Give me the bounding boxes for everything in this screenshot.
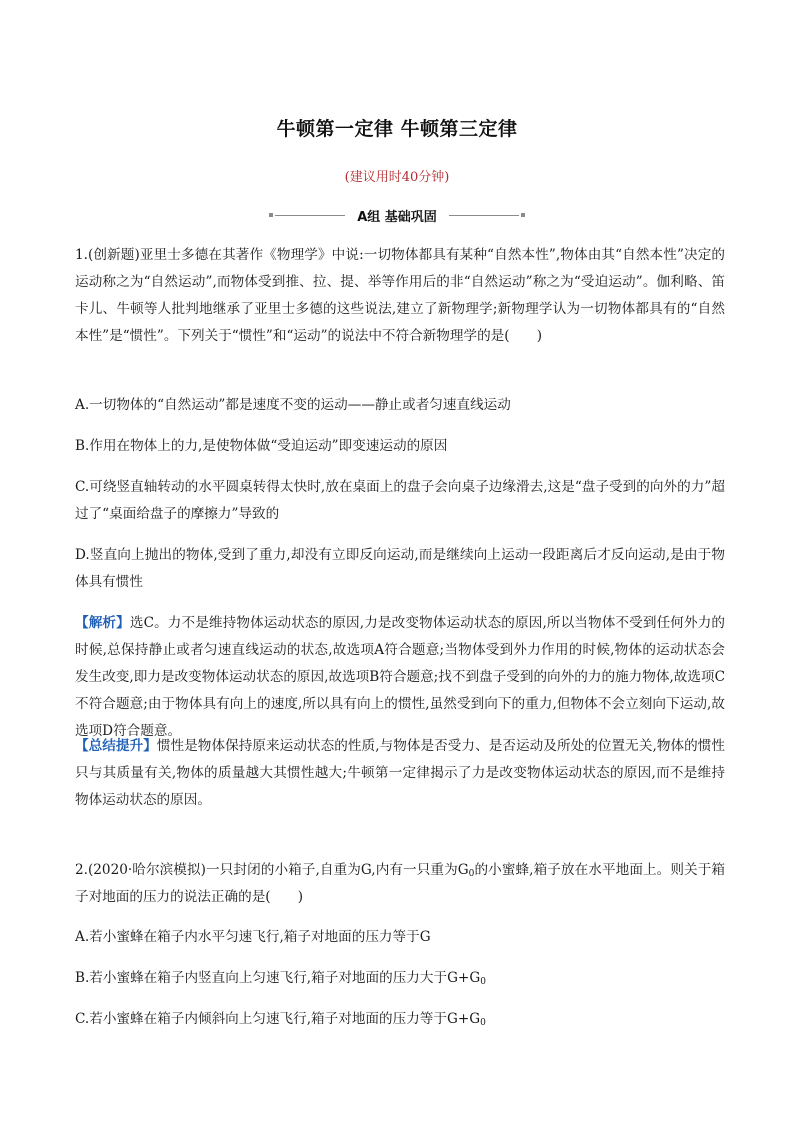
divider-dot-left: [269, 213, 273, 217]
section-label: A组 基础巩固: [357, 209, 437, 225]
question-2-option-c-text: C.若小蜜蜂在箱子内倾斜向上匀速飞行,箱子对地面的压力等于G+G: [75, 1011, 481, 1027]
question-1-option-a: A.一切物体的“自然运动”都是速度不变的运动——静止或者匀速直线运动: [75, 397, 511, 413]
divider-line-left: [275, 215, 345, 216]
question-1-option-c: C.可绕竖直轴转动的水平圆桌转得太快时,放在桌面上的盘子会向桌子边缘滑去,这是“盘子受到的向外的力”超过了“桌面给盘子的摩擦力”导致的: [75, 479, 725, 522]
question-2-stem-part-1: 2.(2020·哈尔滨模拟)一只封闭的小箱子,自重为G,内有一只重为G: [75, 862, 469, 878]
time-hint: (建议用时40分钟): [344, 170, 450, 185]
question-2-option-b-text: B.若小蜜蜂在箱子内竖直向上匀速飞行,箱子对地面的压力大于G+G: [75, 970, 481, 986]
question-2-stem-part-2: 的小蜜蜂,箱子放在水平地面上。则关于箱子对地面的压力的说法正确的是( ): [75, 862, 725, 905]
analysis-text: 选C。力不是维持物体运动状态的原因,力是改变物体运动状态的原因,所以当物体不受到任何外力的时候,总保持静止或者匀速直线运动的状态,故选项A符合题意;当物体受到外力作用的时候,物体的运动状态会发生改变,即力是改变物体运动状态的原因,故选项B符合题意;找不到盘子受到的向外的力的施力物体,故选项C不符合题意;由于物体具有向上的速度,所以具有向上的惯性,虽然受到向下的重力,但物体不会立刻向下运动,故选项D符合题意。: [75, 615, 726, 739]
question-1-option-d: D.竖直向上抛出的物体,受到了重力,却没有立即反向运动,而是继续向上运动一段距离后才反向运动,是由于物体具有惯性: [75, 547, 725, 590]
question-1-summary: [75, 733, 725, 814]
summary-text: 惯性是物体保持原来运动状态的性质,与物体是否受力、是否运动及所处的位置无关,物体的惯性只与其质量有关,物体的质量越大其惯性越大;牛顿第一定律揭示了力是改变物体运动状态的原因,而不是维持物体运动状态的原因。: [75, 738, 726, 808]
question-1-analysis: [75, 610, 725, 745]
question-2-option-c-subscript: 0: [480, 1018, 486, 1028]
question-2-option-b-subscript: 0: [480, 977, 486, 987]
divider-dot-right: [521, 213, 525, 217]
question-1-stem: 1.(创新题)亚里士多德在其著作《物理学》中说:一切物体都具有某种“自然本性”,物体由其“自然本性”决定的运动称之为“自然运动”,而物体受到推、拉、提、举等作用后的非“自然运动”称之为“受迫运动”。伽利略、笛卡儿、牛顿等人批判地继承了亚里士多德的这些说法,建立了新物理学;新物理学认为一切物体都具有的“自然本性”是“惯性”。下列关于“惯性”和“运动”的说法中不符合新物理学的是( ): [75, 247, 725, 344]
question-1-option-b: B.作用在物体上的力,是使物体做“受迫运动”即变速运动的原因: [75, 438, 448, 454]
summary-tag: 【总结提升】: [75, 738, 157, 754]
question-2-option-c: [75, 1006, 725, 1033]
question-2-option-b: [75, 965, 725, 992]
question-2-stem-subscript: 0: [468, 869, 475, 879]
section-heading: [0, 205, 794, 225]
page-title: 牛顿第一定律 牛顿第三定律: [276, 118, 518, 140]
question-2-stem: [75, 857, 725, 911]
divider-line-right: [449, 215, 519, 216]
question-2-option-a: A.若小蜜蜂在箱子内水平匀速飞行,箱子对地面的压力等于G: [75, 929, 431, 945]
analysis-tag: 【解析】: [75, 615, 130, 631]
